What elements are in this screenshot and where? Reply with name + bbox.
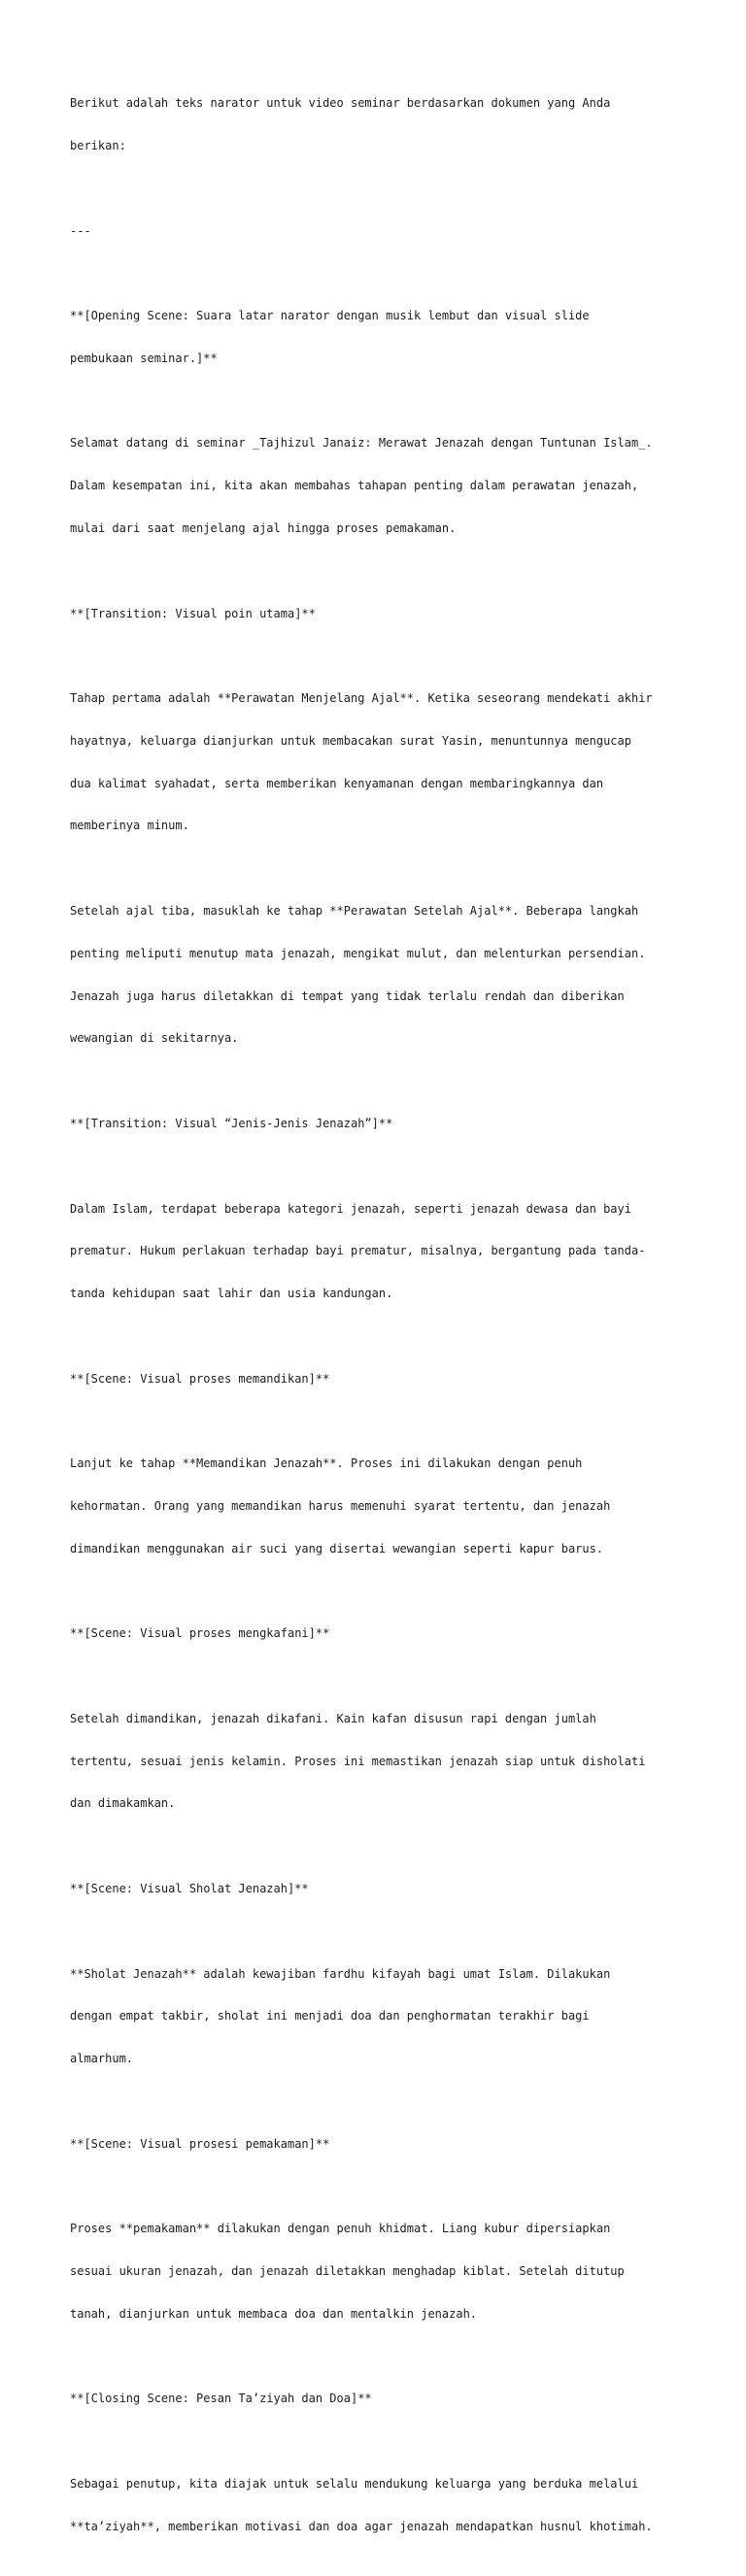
text-line: penting meliputi menutup mata jenazah, mengikat mulut, dan melenturkan persendian. bbox=[70, 946, 646, 960]
paragraph-welcome bbox=[70, 408, 692, 564]
text-line: almarhum. bbox=[70, 2052, 134, 2066]
text-line: Berikut adalah teks narator untuk video seminar berdasarkan dokumen yang Anda bbox=[70, 96, 611, 111]
text-line: mulai dari saat menjelang ajal hingga proses pemakaman. bbox=[70, 521, 457, 535]
separator bbox=[70, 195, 692, 266]
text-line: Sebagai penutup, kita diajak untuk selalu mendukung keluarga yang berduka melalui bbox=[70, 2476, 639, 2491]
text-line: wewangian di sekitarnya. bbox=[70, 1031, 239, 1046]
scene-heading-bathing bbox=[70, 1343, 692, 1414]
text-line: **[Scene: Visual proses memandikan]** bbox=[70, 1371, 330, 1386]
text-line: **[Scene: Visual proses mengkafani]** bbox=[70, 1626, 330, 1641]
text-line: memberinya minum. bbox=[70, 819, 189, 833]
text-line: berikan: bbox=[70, 138, 126, 152]
paragraph-closing bbox=[70, 2449, 692, 2562]
text-line: tanda kehidupan saat lahir dan usia kandungan. bbox=[70, 1287, 393, 1301]
text-line: Tahap pertama adalah **Perawatan Menjelang Ajal**. Ketika seseorang mendekati akhir bbox=[70, 691, 653, 706]
text-line: tertentu, sesuai jenis kelamin. Proses ini memastikan jenazah siap untuk disholati bbox=[70, 1754, 646, 1768]
scene-heading-shrouding bbox=[70, 1598, 692, 1669]
paragraph-shrouding bbox=[70, 1684, 692, 1840]
text-line: **[Opening Scene: Suara latar narator dengan musik lembut dan visual slide bbox=[70, 309, 590, 323]
text-line: Proses **pemakaman** dilakukan dengan penuh khidmat. Liang kubur dipersiapkan bbox=[70, 2222, 611, 2236]
text-line: dua kalimat syahadat, serta memberikan kenyamanan dengan membaringkannya dan bbox=[70, 776, 604, 790]
text-line: Lanjut ke tahap **Memandikan Jenazah**. Proses ini dilakukan dengan penuh bbox=[70, 1456, 583, 1471]
text-line: **[Closing Scene: Pesan Ta’ziyah dan Doa]** bbox=[70, 2392, 372, 2406]
text-line: sesuai ukuran jenazah, dan jenazah diletakkan menghadap kiblat. Setelah ditutup bbox=[70, 2264, 625, 2279]
text-line: dimandikan menggunakan air suci yang disertai wewangian seperti kapur barus. bbox=[70, 1541, 604, 1556]
text-line: Jenazah juga harus diletakkan di tempat yang tidak terlalu rendah dan diberikan bbox=[70, 988, 625, 1003]
paragraph-intro bbox=[70, 68, 692, 182]
text-line: **ta’ziyah**, memberikan motivasi dan doa agar jenazah mendapatkan husnul khotimah. bbox=[70, 2519, 653, 2533]
paragraph-prayer bbox=[70, 1938, 692, 2094]
scene-heading-opening bbox=[70, 281, 692, 394]
text-line: prematur. Hukum perlakuan terhadap bayi prematur, misalnya, bergantung pada tanda- bbox=[70, 1244, 646, 1258]
paragraph-bathing bbox=[70, 1428, 692, 1585]
text-line: Selamat datang di seminar _Tajhizul Janaiz: Merawat Jenazah dengan Tuntunan Islam_. bbox=[70, 436, 653, 451]
text-line: **[Scene: Visual Sholat Jenazah]** bbox=[70, 1882, 309, 1895]
text-line: **[Scene: Visual prosesi pemakaman]** bbox=[70, 2136, 330, 2151]
text-line: **[Transition: Visual poin utama]** bbox=[70, 606, 316, 620]
text-line: tanah, dianjurkan untuk membaca doa dan mentalkin jenazah. bbox=[70, 2306, 478, 2321]
text-line: hayatnya, keluarga dianjurkan untuk membacakan surat Yasin, menuntunnya mengucap bbox=[70, 733, 631, 748]
paragraph-types bbox=[70, 1173, 692, 1329]
document-page bbox=[70, 68, 692, 2576]
text-line: --- bbox=[70, 223, 91, 238]
scene-heading-prayer bbox=[70, 1854, 692, 1924]
text-line: Setelah dimandikan, jenazah dikafani. Kain kafan disusun rapi dengan jumlah bbox=[70, 1711, 596, 1725]
text-line: dan dimakamkan. bbox=[70, 1796, 176, 1811]
scene-heading-burial bbox=[70, 2109, 692, 2180]
text-line: Dalam Islam, terdapat beberapa kategori jenazah, seperti jenazah dewasa dan bayi bbox=[70, 1201, 631, 1216]
scene-heading-types bbox=[70, 1088, 692, 1159]
text-line: **[Transition: Visual “Jenis-Jenis Jenazah”]** bbox=[70, 1116, 393, 1130]
text-line: Setelah ajal tiba, masuklah ke tahap **Perawatan Setelah Ajal**. Beberapa langkah bbox=[70, 904, 639, 919]
text-line: **Sholat Jenazah** adalah kewajiban fardhu kifayah bagi umat Islam. Dilakukan bbox=[70, 1966, 611, 1981]
scene-heading-closing bbox=[70, 2363, 692, 2434]
paragraph-burial bbox=[70, 2193, 692, 2350]
text-line: dengan empat takbir, sholat ini menjadi doa dan penghormatan terakhir bagi bbox=[70, 2009, 590, 2024]
text-line: Dalam kesempatan ini, kita akan membahas tahapan penting dalam perawatan jenazah, bbox=[70, 479, 639, 493]
paragraph-before-death bbox=[70, 663, 692, 861]
text-line: kehormatan. Orang yang memandikan harus memenuhi syarat tertentu, dan jenazah bbox=[70, 1498, 611, 1513]
text-line: pembukaan seminar.]** bbox=[70, 351, 218, 365]
paragraph-after-death bbox=[70, 876, 692, 1074]
scene-heading-transition-main bbox=[70, 578, 692, 649]
